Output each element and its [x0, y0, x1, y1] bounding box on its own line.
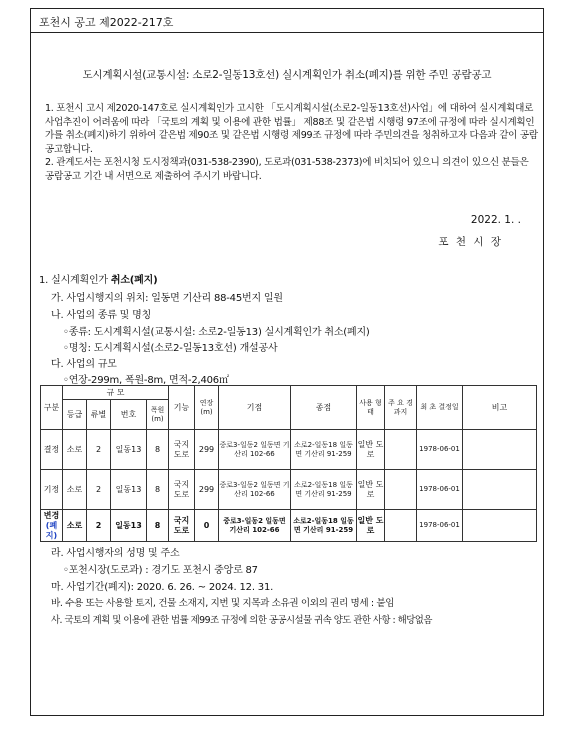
section-ma: 마. 사업기간(폐지): 2020. 6. 26. ~ 2024. 12. 31. [51, 582, 274, 593]
header-main-route: 주 요 경과지 [385, 386, 417, 430]
header-gubun: 구분 [41, 386, 63, 430]
document-frame [30, 8, 544, 716]
header-function: 기능 [169, 386, 195, 430]
header-usage: 사용 형태 [357, 386, 385, 430]
section-ba: 바. 수용 또는 사용할 토지, 건물 소재지, 지번 및 지목과 소유권 이외의 권리 명세 : 붙임 [51, 598, 395, 609]
header-gyumo: 규 모 [63, 386, 169, 400]
header-start: 기점 [219, 386, 291, 430]
section-da: 다. 사업의 규모 [51, 359, 117, 370]
header-width: 폭원 (m) [147, 400, 169, 430]
header-length: 연장 (m) [195, 386, 219, 430]
section-na: 나. 사업의 종류 및 명칭 [51, 310, 152, 321]
section-ra-1: ◦포천시장(도로과) : 경기도 포천시 중앙로 87 [63, 565, 258, 576]
document-title: 도시계획시설(교통시설: 소로2-일동13호선) 실시계획인가 취소(폐지)를 위한 주민 공람공고 [82, 69, 492, 81]
section-ga: 가. 사업시행지의 위치: 일동면 기산리 88-45번지 일원 [51, 293, 283, 304]
header-note: 비고 [463, 386, 537, 430]
section-sa: 사. 국토의 계획 및 이용에 관한 법률 제99조 규정에 의한 공공시설물 귀속 양도 관한 사항 : 해당없음 [51, 615, 432, 626]
table-row: 기정 소로 2 일동13 8 국지 도로 299 중로3-일동2 일동면 기산리 102-66 소로2-일동18 일동면 기산리 91-259 일반 도로 1978-06-01 [41, 470, 537, 510]
signer: 포 천 시 장 [438, 236, 503, 248]
intro-paragraphs [45, 102, 539, 183]
notice-header [31, 9, 543, 33]
section-ra: 라. 사업시행자의 성명 및 주소 [51, 548, 180, 559]
header-end: 종점 [291, 386, 357, 430]
section-da-1: ◦연장-299m, 폭원-8m, 면적-2,406㎡ [63, 375, 229, 386]
section-na-1: ◦종류: 도시계획시설(교통시설: 소로2-일동13) 실시계획인가 취소(폐지) [63, 327, 370, 338]
intro-paragraph-2: 2. 관계도서는 포천시청 도시정책과(031-538-2390), 도로과(031-538-2373)에 비치되어 있으니 의견이 있으신 분들은 공람공고 기간 내 서면으로 제출하여 주시기 바랍니다. [45, 157, 529, 182]
header-type: 류별 [87, 400, 111, 430]
table-row-changed: 변경 (폐지) 소로 2 일동13 8 국지 도로 0 중로3-일동2 일동면 기산리 102-66 소로2-일동18 일동면 기산리 91-259 일반 도로 1978-06-01 [41, 510, 537, 542]
header-grade: 등급 [63, 400, 87, 430]
header-number: 번호 [111, 400, 147, 430]
notice-number: 포천시 공고 제2022-217호 [39, 16, 174, 29]
intro-paragraph-1: 1. 포천시 고시 제2020-147호로 실시계획인가 고시한 「도시계획시설(소로2-일동13호선)사업」에 대하여 실시계획대로 사업추진이 어려움에 따라 「국토의 계획 및 이용에 관한 법률」 제88조 및 같은법 시행령 97조에 규정에 따라 실시계획인가를 취소(폐지)하기 위하여 같은법 제90조 및 같은법 시행령 제99조 규정에 따라 주민의견을 청취하고자 다음과 같이 공람 공고합니다. [45, 103, 538, 155]
table-row: 결정 소로 2 일동13 8 국지 도로 299 중로3-일동2 일동면 기산리 102-66 소로2-일동18 일동면 기산리 91-259 일반 도로 1978-06-01 [41, 430, 537, 470]
notice-date: 2022. 1. . [470, 214, 521, 226]
section-na-2: ◦명칭: 도시계획시설(소로2-일동13호선) 개설공사 [63, 343, 278, 354]
header-first-decision: 최 초 결정일 [417, 386, 463, 430]
abolished-label: (폐지) [45, 520, 58, 540]
section-1-heading: 1. 실시계획인가 취소(폐지) [39, 275, 158, 286]
facility-table [40, 385, 537, 542]
